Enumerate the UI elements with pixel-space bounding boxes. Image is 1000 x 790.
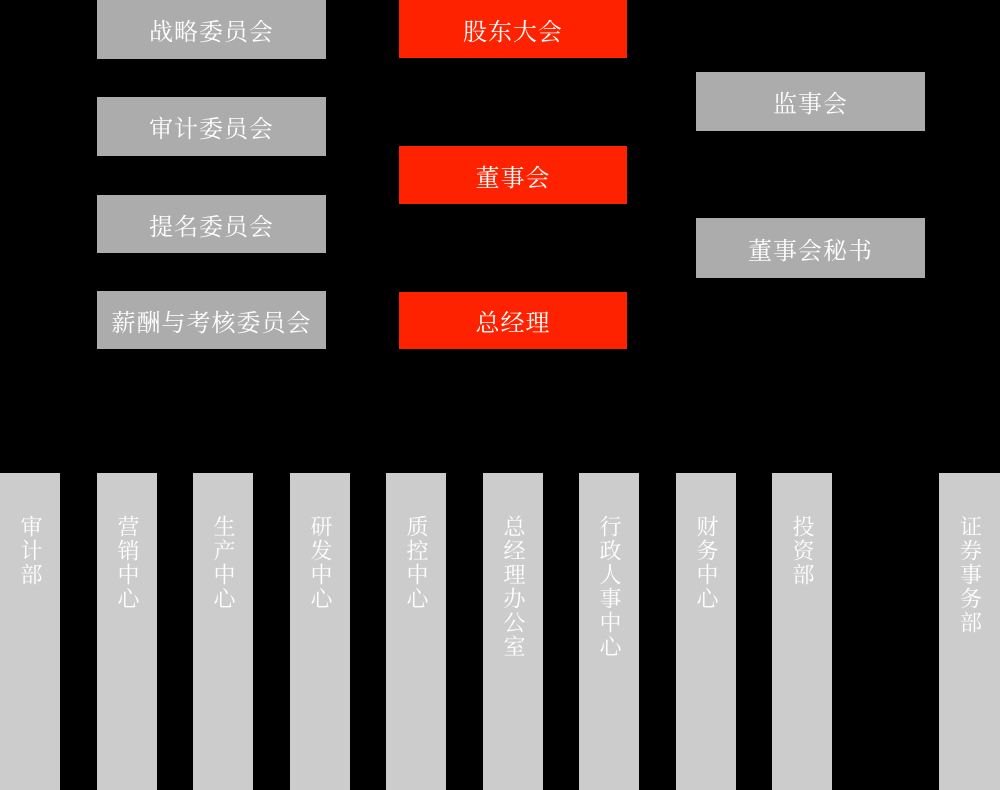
dept-label: 研发中心: [308, 515, 333, 611]
dept-finance-center: [676, 473, 736, 790]
dept-investment-department: [772, 473, 832, 790]
dept-label: 投资部: [790, 515, 815, 587]
node-audit-committee: [97, 97, 326, 156]
node-general-manager: [399, 292, 627, 349]
dept-label: 财务中心: [694, 515, 719, 611]
node-remuneration-appraisal-committee: [97, 291, 326, 349]
node-board-of-directors: [399, 146, 627, 204]
dept-label: 总经理办公室: [501, 515, 526, 659]
dept-label: 质控中心: [404, 515, 429, 611]
node-label: 提名委员会: [149, 213, 274, 241]
node-label: 董事会秘书: [748, 237, 873, 265]
dept-admin-hr-center: [579, 473, 639, 790]
node-board-secretary: [696, 218, 925, 278]
dept-audit-department: [0, 473, 60, 790]
dept-label: 行政人事中心: [597, 515, 622, 659]
node-supervisory-board: [696, 72, 925, 131]
dept-label: 证券事务部: [957, 515, 983, 635]
dept-label: 生产中心: [211, 515, 236, 611]
dept-quality-control-center: [386, 473, 446, 790]
dept-label: 审计部: [18, 515, 43, 587]
dept-rnd-center: [290, 473, 350, 790]
dept-label: 营销中心: [115, 515, 140, 611]
node-strategy-committee: [97, 0, 326, 59]
node-label: 审计委员会: [149, 116, 274, 143]
node-shareholders-meeting: [399, 0, 627, 58]
dept-general-manager-office: [483, 473, 543, 790]
node-label: 战略委员会: [149, 19, 274, 46]
node-label: 股东大会: [463, 18, 563, 46]
dept-securities-affairs-department: [939, 473, 1000, 790]
dept-production-center: [193, 473, 253, 790]
node-label: 董事会: [475, 164, 551, 192]
node-nomination-committee: [97, 195, 326, 253]
node-label: 总经理: [475, 310, 551, 337]
node-label: 薪酬与考核委员会: [111, 309, 312, 337]
dept-marketing-center: [97, 473, 157, 790]
node-label: 监事会: [773, 91, 848, 118]
